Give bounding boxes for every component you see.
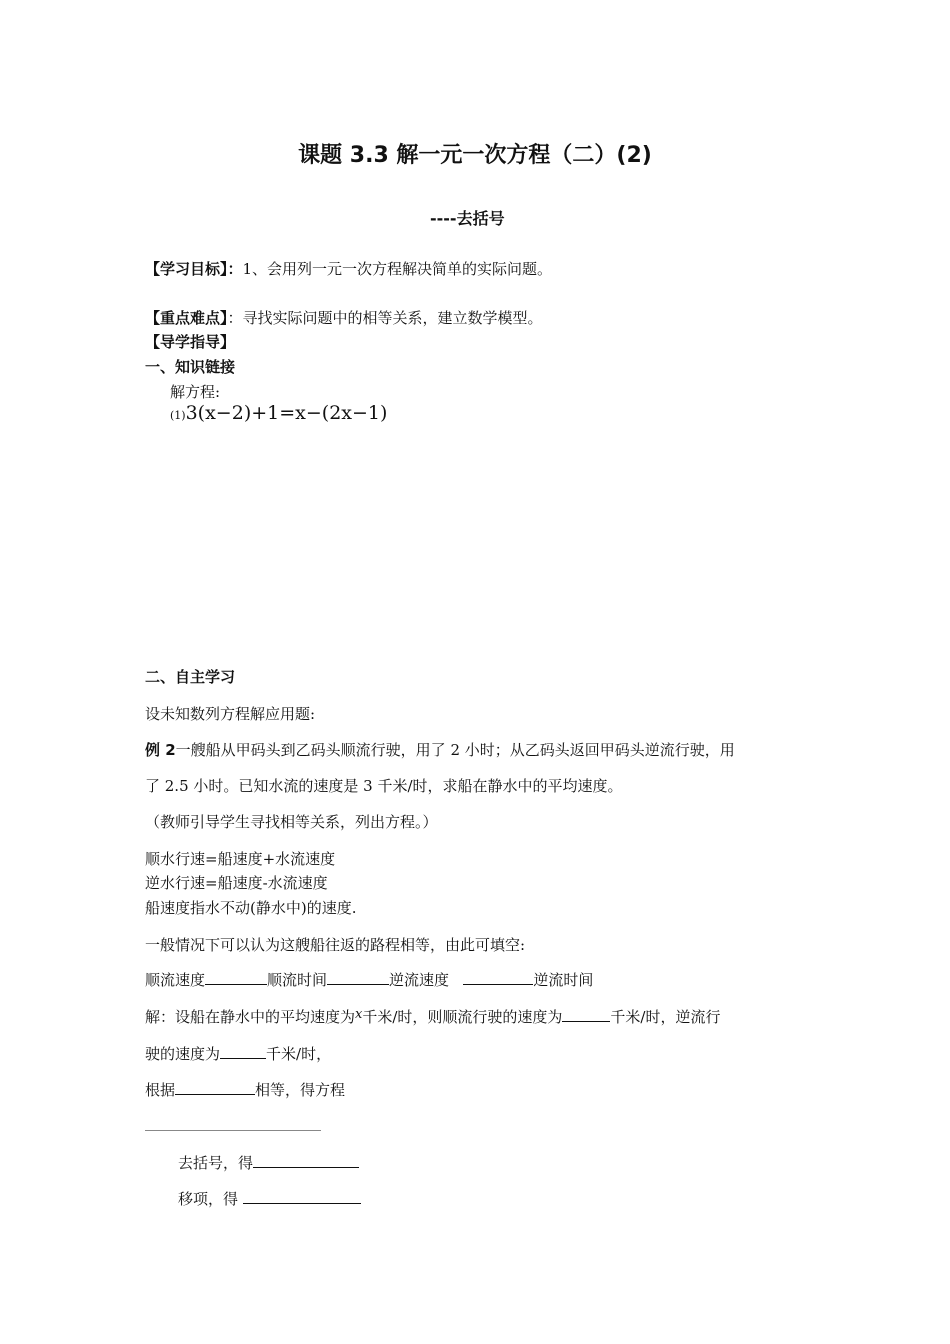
page-title: 课题 3.3 解一元一次方程（二）(2) [298, 143, 652, 168]
blank-equal-quantity[interactable] [175, 1080, 255, 1095]
solution-text-d: 驶的速度为 [145, 1045, 221, 1063]
solution-variable: x [355, 1007, 363, 1022]
example-text1: 一艘船从甲码头到乙码头顺流行驶，用了 2 小时；从乙码头返回甲码头逆流行驶，用 [175, 741, 735, 759]
blank-downstream-time[interactable] [327, 970, 389, 985]
section2-intro: 设未知数列方程解应用题: [145, 705, 316, 723]
section1-heading: 一、知识链接 [145, 358, 236, 376]
basis-text-a: 根据 [145, 1081, 176, 1099]
basis-text-b: 相等，得方程 [255, 1081, 346, 1099]
formula-note: 船速度指水不动(静水中)的速度. [145, 899, 357, 917]
objectives-text: 1、会用列一元一次方程解决简单的实际问题。 [242, 260, 553, 278]
step2-label: 移项，得 [178, 1190, 239, 1208]
section2-heading: 二、自主学习 [145, 668, 236, 686]
solution-text-a: 解：设船在静水中的平均速度为 [145, 1008, 356, 1026]
formula-upstream: 逆水行速=船速度-水流速度 [145, 874, 328, 892]
objectives-label: 【学习目标】： [145, 260, 243, 278]
blank-step1[interactable] [253, 1153, 359, 1168]
blank-upstream-expression[interactable] [220, 1044, 266, 1059]
key-points-text: ：寻找实际问题中的相等关系，建立数学模型。 [227, 309, 543, 327]
general-statement: 一般情况下可以认为这艘船往返的路程相等，由此可填空: [145, 936, 526, 954]
guide-label: 【导学指导】 [145, 333, 236, 351]
fill-in-line [145, 969, 593, 990]
example-label: 例 2 [145, 741, 176, 759]
step-remove-brackets [178, 1152, 359, 1173]
key-points-line [145, 307, 543, 328]
blank-downstream-speed[interactable] [205, 970, 267, 985]
solution-text-c: 千米/时，逆流行 [610, 1008, 721, 1026]
objectives-line [145, 258, 552, 279]
solution-text-e: 千米/时， [266, 1045, 332, 1063]
teacher-note: （教师引导学生寻找相等关系，列出方程。） [145, 813, 438, 831]
blank-downstream-expression[interactable] [562, 1007, 610, 1022]
fill-label-upstream-speed: 逆流速度 [389, 971, 450, 989]
solution-text-b: 千米/时，则顺流行驶的速度为 [362, 1008, 563, 1026]
equation-answer-line[interactable] [145, 1130, 321, 1131]
page-subtitle: ----去括号 [430, 209, 505, 228]
problem-number: (1) [170, 409, 186, 422]
example-line1 [145, 739, 735, 760]
formula-downstream: 顺水行速=船速度+水流速度 [145, 850, 336, 868]
step-transpose [178, 1188, 361, 1209]
fill-label-downstream-time: 顺流时间 [267, 971, 328, 989]
blank-upstream-speed[interactable] [463, 970, 533, 985]
solution-line1 [145, 1006, 720, 1027]
solution-line2 [145, 1043, 331, 1064]
basis-line [145, 1079, 345, 1100]
fill-label-upstream-time: 逆流时间 [533, 971, 594, 989]
equation-line [170, 402, 387, 424]
section1-intro: 解方程: [170, 383, 221, 401]
fill-label-downstream-speed: 顺流速度 [145, 971, 206, 989]
equation: 3(x−2)+1=x−(2x−1) [185, 402, 388, 424]
example-line2: 了 2.5 小时。已知水流的速度是 3 千米/时，求船在静水中的平均速度。 [145, 777, 623, 795]
step1-label: 去括号，得 [178, 1154, 254, 1172]
key-points-label: 【重点难点】 [145, 309, 228, 327]
blank-step2[interactable] [243, 1189, 361, 1204]
